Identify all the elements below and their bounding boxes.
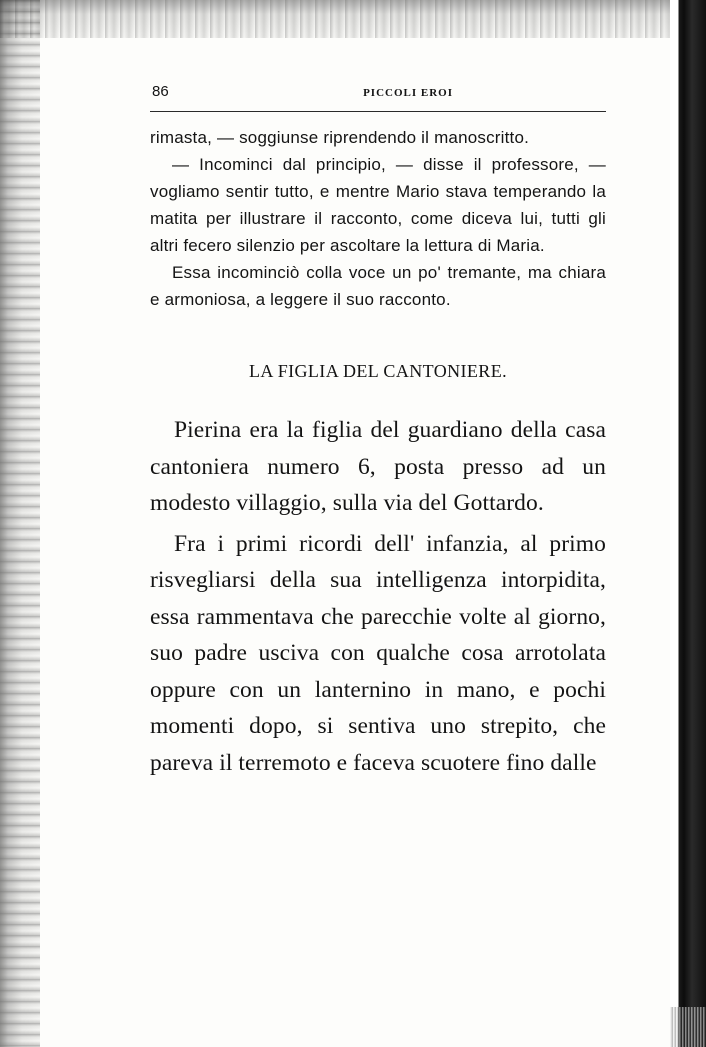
scan-left-edge <box>0 0 40 1047</box>
intro-paragraph: Essa incominciò colla voce un po' tremante, ma chiara e armoniosa, a leggere il suo racconto. <box>150 263 606 309</box>
scan-top-edge <box>0 0 706 38</box>
intro-text <box>150 124 606 313</box>
book-page <box>150 82 606 781</box>
story-text <box>150 412 606 781</box>
chapter-title: LA FIGLIA DEL CANTONIERE. <box>249 361 507 381</box>
page-number: 86 <box>152 83 169 100</box>
running-title: PICCOLI EROI <box>363 87 453 99</box>
story-paragraph: Fra i primi ricordi dell' infanzia, al primo risvegliarsi della sua intelligenza intorpidita, essa rammentava che parecchie volte al giorno, suo padre usciva con qualche cosa arrotolata oppure con un lanternino in mano, e pochi momenti dopo, si sentiva uno strepito, che pareva il terremoto e faceva scuotere fino dalle <box>150 530 606 776</box>
intro-paragraph: — Incominci dal principio, — disse il professore, — vogliamo sentir tutto, e mentre Mario stava temperando la matita per illustrare il racconto, come diceva lui, tutti gli altri fecero silenzio per ascoltare la lettura di Maria. <box>150 155 606 255</box>
story-paragraph: Pierina era la figlia del guardiano della casa cantoniera numero 6, posta presso ad un modesto villaggio, sulla via del Gottardo. <box>150 417 606 516</box>
intro-paragraph: rimasta, — soggiunse riprendendo il manoscritto. <box>150 128 530 147</box>
scan-right-edge <box>670 0 706 1047</box>
page-header <box>150 82 606 112</box>
